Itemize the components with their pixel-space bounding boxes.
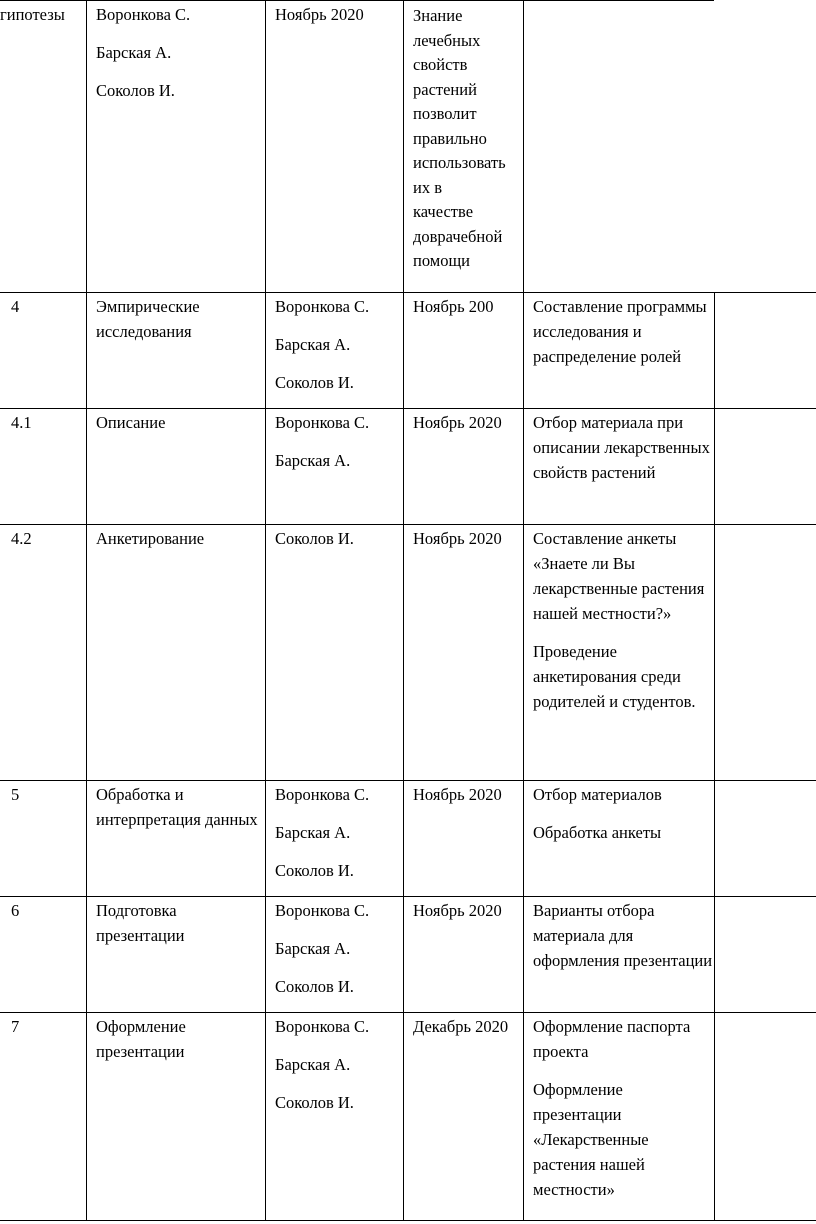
executor: Барская А.: [275, 823, 351, 842]
date-cell: [413, 782, 521, 807]
result-line: доврачебной: [413, 226, 503, 246]
date-cell: [413, 898, 521, 923]
result-line: Знание: [413, 6, 463, 25]
row-border: [0, 408, 816, 409]
date: Ноябрь 2020: [413, 529, 502, 548]
stage-name-cell: [0, 2, 86, 27]
row-border: [0, 896, 816, 897]
executor: Барская А.: [275, 335, 351, 354]
date-cell: [413, 294, 521, 319]
row-number: 4.1: [11, 413, 32, 432]
stage-name: Обработка и интерпретация данных: [96, 785, 258, 829]
executor: Соколов И.: [275, 977, 354, 996]
executor: Барская А.: [96, 43, 172, 62]
stage-name-cell: [96, 410, 261, 435]
date-cell: [275, 2, 401, 27]
stage-name: гипотезы: [0, 5, 65, 24]
executor: Соколов И.: [275, 373, 354, 392]
result-paragraph: Проведение анкетирования среди родителей и студентов.: [533, 642, 696, 711]
result-cell: [413, 4, 525, 274]
date: Ноябрь 2020: [413, 785, 502, 804]
row-border: [0, 1220, 816, 1221]
number-cell: [11, 1014, 81, 1039]
executor: Барская А.: [275, 939, 351, 958]
executor: Воронкова С.: [275, 297, 370, 316]
date: Декабрь 2020: [413, 1017, 509, 1036]
result-line: правильно: [413, 128, 487, 148]
column-border: [403, 0, 404, 1221]
date-cell: [413, 410, 521, 435]
executor: Соколов И.: [96, 81, 175, 100]
stage-name-cell: [96, 294, 261, 344]
executors-cell: [275, 1014, 401, 1115]
executors-cell: [96, 2, 261, 103]
executor: Барская А.: [275, 451, 351, 470]
executor: Барская А.: [275, 1055, 351, 1074]
executor: Соколов И.: [275, 861, 354, 880]
stage-name: Эмпирические исследования: [96, 297, 200, 341]
stage-name: Анкетирование: [96, 529, 205, 548]
number-cell: [11, 526, 81, 551]
row-number: 6: [11, 901, 20, 920]
result-line: использовать: [413, 153, 506, 172]
result-paragraph: Отбор материала при описании лекарственных свойств растений: [533, 413, 710, 482]
row-border: [0, 292, 816, 293]
row-number: 4: [11, 297, 20, 316]
executors-cell: [275, 898, 401, 999]
date: Ноябрь 2020: [275, 5, 364, 24]
result-line: их в: [413, 177, 442, 197]
result-paragraph: Варианты отбора материала для оформления презентации: [533, 901, 713, 970]
row-border: [0, 0, 714, 1]
result-cell: [533, 898, 715, 973]
row-number: 7: [11, 1017, 20, 1036]
result-line: растений: [413, 79, 477, 99]
executors-cell: [275, 410, 401, 473]
executor: Воронкова С.: [275, 413, 370, 432]
result-cell: [533, 294, 715, 369]
stage-name-cell: [96, 898, 261, 948]
result-cell: [533, 410, 715, 485]
result-line: качестве: [413, 202, 474, 221]
result-cell: [533, 782, 715, 845]
row-number: 5: [11, 785, 20, 804]
stage-name-cell: [96, 1014, 261, 1064]
result-paragraph: Оформление презентации «Лекарственные растения нашей местности»: [533, 1080, 649, 1199]
result-paragraph: Обработка анкеты: [533, 823, 662, 842]
executor: Воронкова С.: [275, 1017, 370, 1036]
executor: Воронкова С.: [275, 901, 370, 920]
number-cell: [11, 410, 81, 435]
result-line: лечебных: [413, 30, 481, 50]
executor: Воронкова С.: [275, 785, 370, 804]
executor: Соколов И.: [275, 529, 354, 548]
result-line: позволит: [413, 104, 477, 123]
date: Ноябрь 200: [413, 297, 494, 316]
row-border: [0, 1012, 816, 1013]
result-cell: [533, 526, 715, 714]
result-paragraph: Составление программы исследования и распределение ролей: [533, 297, 707, 366]
row-number: 4.2: [11, 529, 32, 548]
date-cell: [413, 526, 521, 551]
number-cell: [11, 294, 81, 319]
result-paragraph: Составление анкеты «Знаете ли Вы лекарственные растения нашей местности?»: [533, 529, 705, 623]
result-cell: [533, 1014, 715, 1202]
stage-name: Подготовка презентации: [96, 901, 185, 945]
executors-cell: [275, 782, 401, 883]
column-border: [86, 0, 87, 1221]
executor: Воронкова С.: [96, 5, 191, 24]
stage-name: Оформление презентации: [96, 1017, 186, 1061]
executors-cell: [275, 526, 401, 551]
date: Ноябрь 2020: [413, 413, 502, 432]
row-border: [0, 524, 816, 525]
row-border: [0, 780, 816, 781]
result-paragraph: Отбор материалов: [533, 785, 662, 804]
date-cell: [413, 1014, 519, 1039]
number-cell: [11, 782, 81, 807]
column-border: [265, 0, 266, 1221]
number-cell: [11, 898, 81, 923]
result-paragraph: Оформление паспорта проекта: [533, 1017, 691, 1061]
stage-name-cell: [96, 782, 261, 832]
executors-cell: [275, 294, 401, 395]
date: Ноябрь 2020: [413, 901, 502, 920]
stage-name: Описание: [96, 413, 166, 432]
stage-name-cell: [96, 526, 261, 551]
executor: Соколов И.: [275, 1093, 354, 1112]
result-line: свойств: [413, 55, 468, 74]
result-line: помощи: [413, 251, 470, 270]
